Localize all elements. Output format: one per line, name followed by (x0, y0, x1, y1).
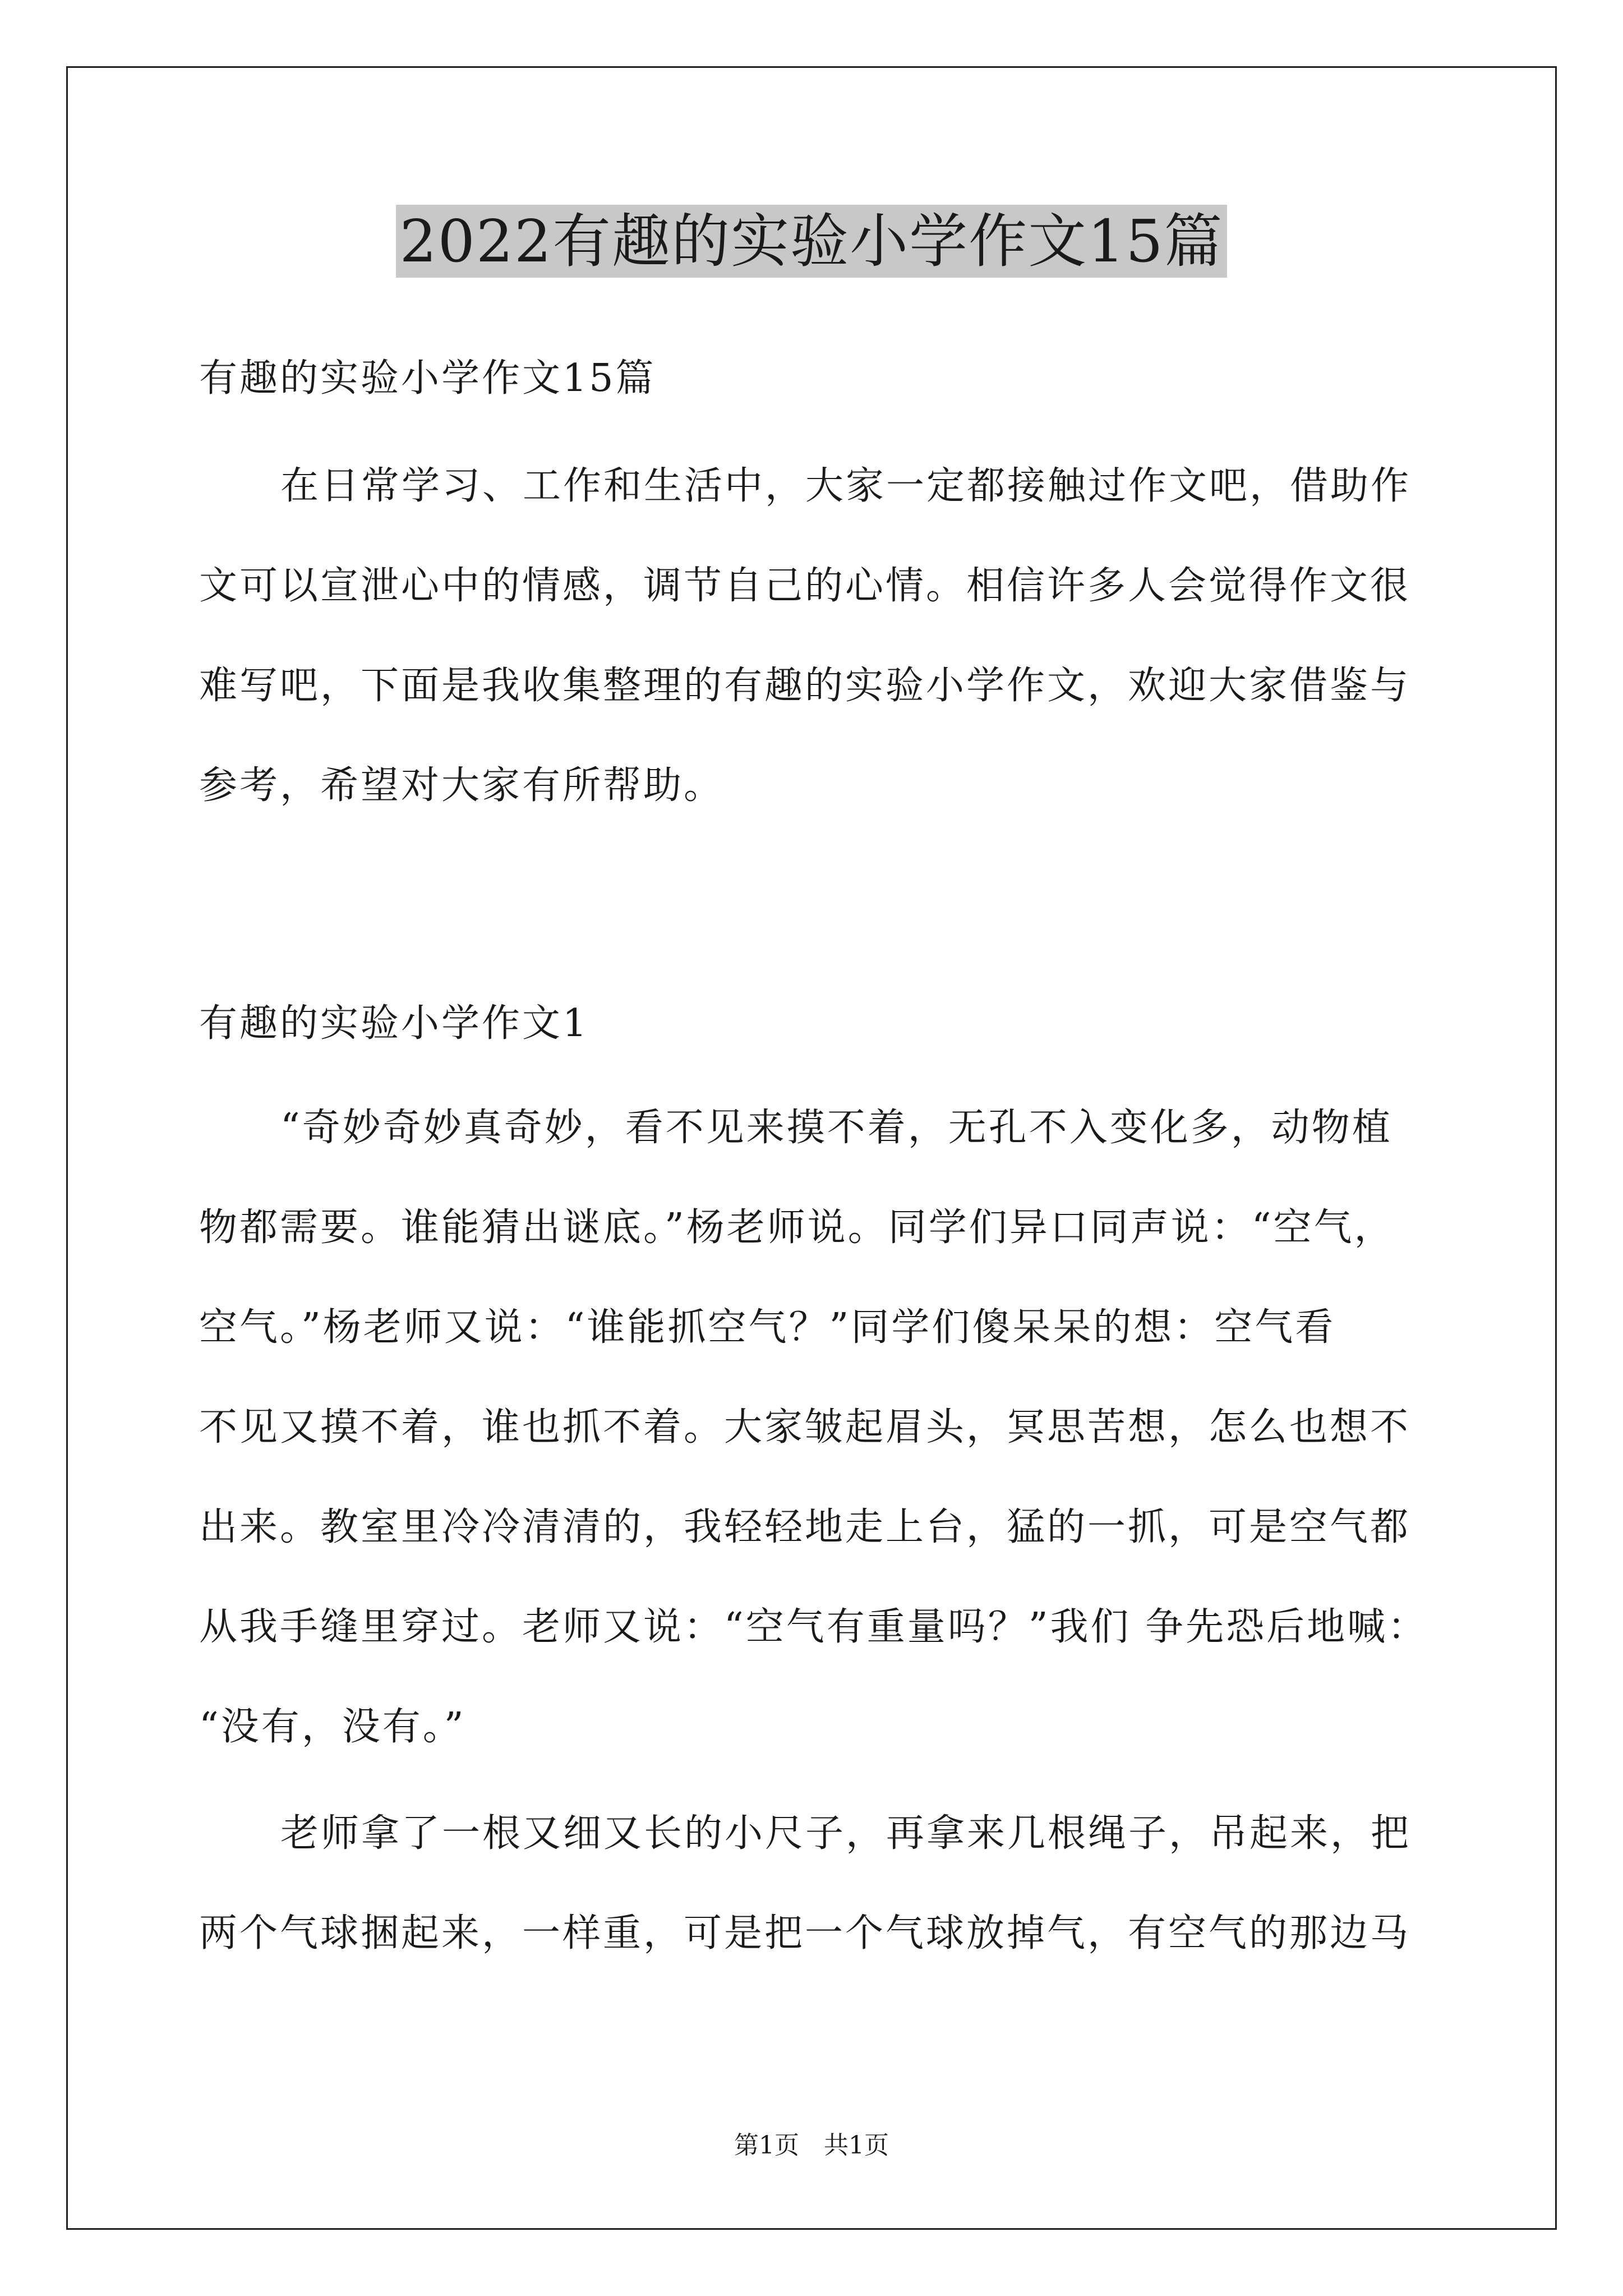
paragraph-line: “没有，没有。” (199, 1705, 466, 1749)
paragraph-line: 老师拿了一根又细又长的小尺子，再拿来几根绳子，吊起来，把 (280, 1811, 1412, 1856)
paragraph-line: 两个气球捆起来，一样重，可是把一个气球放掉气，有空气的那边马 (199, 1911, 1411, 1955)
paragraph-line: 从我手缝里穿过。老师又说：“空气有重量吗？”我们 争先恐后地喊： (199, 1605, 1428, 1649)
paragraph-line: “奇妙奇妙真奇妙，看不见来摸不着，无孔不入变化多，动物植 (280, 1106, 1393, 1150)
intro-line: 在日常学习、工作和生活中，大家一定都接触过作文吧，借助作 (280, 464, 1412, 508)
paragraph-line: 出来。教室里冷冷清清的，我轻轻地走上台，猛的一抓，可是空气都 (199, 1505, 1411, 1549)
section-heading: 有趣的实验小学作文1 (199, 1001, 589, 1046)
paragraph-line: 不见又摸不着，谁也抓不着。大家皱起眉头，冥思苦想，怎么也想不 (199, 1405, 1411, 1450)
paragraph-line: 空气。”杨老师又说：“谁能抓空气？”同学们傻呆呆的想：空气看 (199, 1305, 1336, 1350)
intro-line: 文可以宣泄心中的情感，调节自己的心情。相信许多人会觉得作文很 (199, 564, 1411, 608)
document-title: 2022有趣的实验小学作文15篇 (396, 205, 1227, 278)
intro-line: 参考，希望对大家有所帮助。 (199, 763, 725, 808)
page-footer (0, 2129, 1623, 2162)
subtitle: 有趣的实验小学作文15篇 (199, 356, 656, 401)
page-number: 第1页 (734, 2131, 799, 2160)
title-container (0, 205, 1623, 278)
page-total: 共1页 (824, 2131, 889, 2160)
paragraph-line: 物都需要。谁能猜出谜底。”杨老师说。同学们异口同声说：“空气， (199, 1205, 1395, 1250)
intro-line: 难写吧，下面是我收集整理的有趣的实验小学作文，欢迎大家借鉴与 (199, 664, 1411, 708)
